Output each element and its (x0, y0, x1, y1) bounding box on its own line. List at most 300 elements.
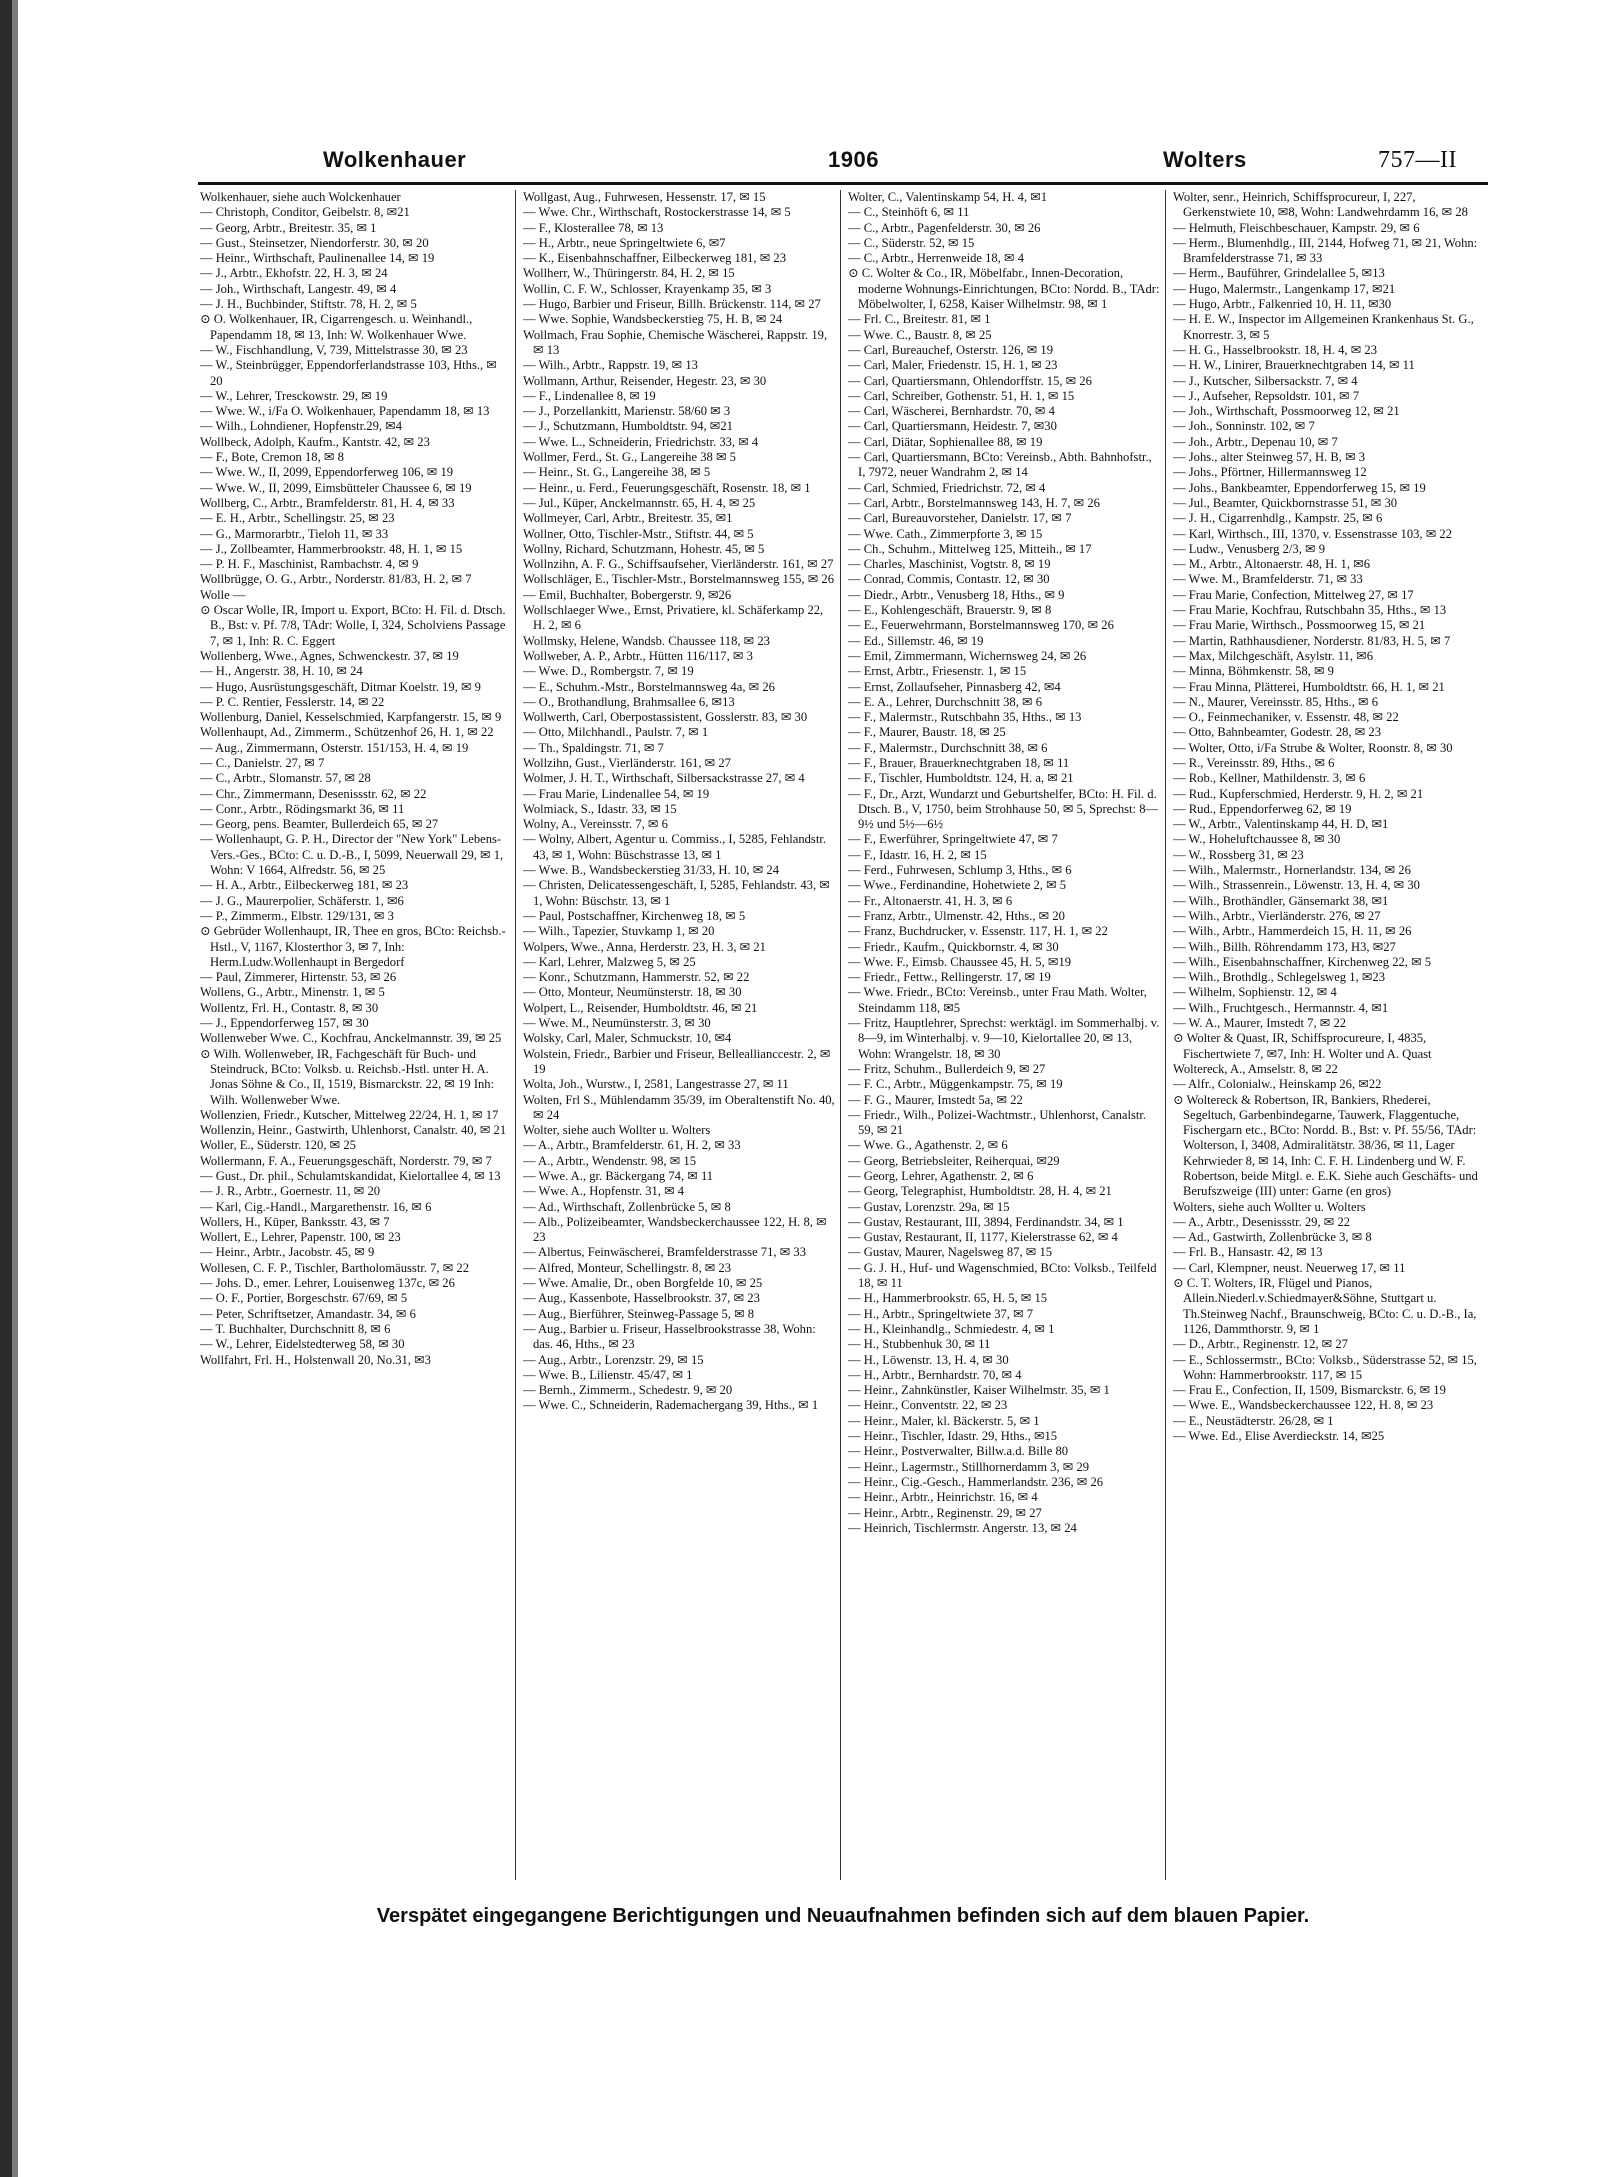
directory-entry: — F., Malermstr., Durchschnitt 38, ✉ 6 (848, 740, 1048, 755)
directory-entry: — E., Feuerwehrmann, Borstelmannsweg 170, ✉ 26 (848, 618, 1114, 633)
directory-entry: — Carl, Schmied, Friedrichstr. 72, ✉ 4 (848, 480, 1046, 495)
directory-entry: — F., Dr., Arzt, Wundarzt und Geburtshelfer, BCto: H. Fil. d. Dtsch. B., V, 1750, beim Strohhause 50, ✉ 5, Sprechst: 8—9½ und 5½—6½ (848, 786, 1159, 832)
directory-entry: Wollentz, Frl. H., Contastr. 8, ✉ 30 (200, 1000, 379, 1015)
directory-entry: — Wwe. M., Bramfelderstr. 71, ✉ 33 (1173, 572, 1363, 587)
directory-entry: — C., Danielstr. 27, ✉ 7 (200, 755, 325, 770)
directory-entry: — Aug., Zimmermann, Osterstr. 151/153, H. 4, ✉ 19 (200, 740, 469, 755)
directory-entry: — Wolter, Otto, i/Fa Strube & Wolter, Roonstr. 8, ✉ 30 (1173, 740, 1453, 755)
directory-entry: — Ernst, Zollaufseher, Pinnasberg 42, ✉4 (848, 679, 1061, 694)
directory-entry: — Wwe. Amalie, Dr., oben Borgfelde 10, ✉ 25 (523, 1276, 763, 1291)
directory-entry: — Gust., Steinsetzer, Niendorferstr. 30, ✉ 20 (200, 235, 429, 250)
directory-entry: — J. H., Cigarrenhdlg., Kampstr. 25, ✉ 6 (1173, 511, 1383, 526)
footer-note: Verspätet eingegangene Berichtigungen und Neuaufnahmen befinden sich auf dem blauen Papier. (376, 1905, 1310, 1927)
directory-entry: — Heinr., Postverwalter, Billw.a.d. Bille 80 (848, 1444, 1069, 1459)
directory-entry: Wollesen, C. F. P., Tischler, Bartholomäusstr. 7, ✉ 22 (200, 1260, 470, 1275)
directory-entry: — Fritz, Hauptlehrer, Sprechst: werktägl. im Sommerhalbj. v. 8—9, im Winterhalbj. v. 9—10, Kielortallee 20, ✉ 13, Wohn: Wrangelstr. 18, ✉ 30 (848, 1016, 1160, 1061)
directory-entry: — R., Vereinsstr. 89, Hths., ✉ 6 (1173, 755, 1335, 770)
directory-entry: — Wilh., Malermstr., Hornerlandstr. 134, ✉ 26 (1173, 863, 1411, 878)
directory-entry: — Wwe. B., Wandsbeckerstieg 31/33, H. 10, ✉ 24 (523, 863, 780, 878)
directory-entry: — J. H., Buchbinder, Stiftstr. 78, H. 2, ✉ 5 (200, 297, 417, 312)
directory-entry: — Helmuth, Fleischbeschauer, Kampstr. 29, ✉ 6 (1173, 220, 1420, 235)
directory-entry: — Heinr., Arbtr., Reginenstr. 29, ✉ 27 (848, 1505, 1042, 1520)
directory-entry: — M., Arbtr., Altonaerstr. 48, H. 1, ✉6 (1173, 557, 1371, 572)
directory-entry: — Christoph, Conditor, Geibelstr. 8, ✉21 (200, 205, 410, 220)
directory-entry: — F., Brauer, Brauerknechtgraben 18, ✉ 11 (848, 755, 1070, 770)
directory-entry: — Frl. C., Breitestr. 81, ✉ 1 (848, 312, 991, 327)
directory-entry: — J., Porzellankitt, Marienstr. 58/60 ✉ 3 (523, 404, 731, 419)
directory-entry: — Ed., Sillemstr. 46, ✉ 19 (848, 633, 984, 648)
directory-entry: — P. C. Rentier, Fesslerstr. 14, ✉ 22 (200, 694, 385, 709)
page-number: 757—II (1378, 147, 1457, 173)
directory-entry: — Heinr., Conventstr. 22, ✉ 23 (848, 1398, 1008, 1413)
directory-entry: — Alfr., Colonialw., Heinskamp 26, ✉22 (1173, 1077, 1382, 1092)
directory-entry: — Emil, Buchhalter, Bobergerstr. 9, ✉26 (523, 587, 732, 602)
directory-entry: — Otto, Bahnbeamter, Godestr. 28, ✉ 23 (1173, 725, 1382, 740)
directory-entry: — Wilh., Eisenbahnschaffner, Kirchenweg 22, ✉ 5 (1173, 954, 1432, 969)
directory-entry: — Herm., Blumenhdlg., III, 2144, Hofweg 71, ✉ 21, Wohn: Bramfelderstrasse 71, ✉ 33 (1173, 235, 1478, 266)
directory-entry: — H., Arbtr., Springeltwiete 37, ✉ 7 (848, 1306, 1034, 1321)
directory-entry: — Heinr., Arbtr., Heinrichstr. 16, ✉ 4 (848, 1490, 1038, 1505)
directory-entry: — Ernst, Arbtr., Friesenstr. 1, ✉ 15 (848, 664, 1027, 679)
directory-entry: — O., Feinmechaniker, v. Essenstr. 48, ✉ 22 (1173, 710, 1399, 725)
directory-entry: — C., Süderstr. 52, ✉ 15 (848, 235, 975, 250)
directory-entry: — Wilh., Arbtr., Rappstr. 19, ✉ 13 (523, 358, 698, 373)
directory-entry: — F. C., Arbtr., Müggenkampstr. 75, ✉ 19 (848, 1077, 1063, 1092)
directory-entry: Wolter, siehe auch Wollter u. Wolters (523, 1123, 711, 1138)
directory-entry: — Aug., Barbier u. Friseur, Hasselbrookstrasse 38, Wohn: das. 46, Hths., ✉ 23 (523, 1321, 816, 1352)
directory-entry: — Minna, Böhmkenstr. 58, ✉ 9 (1173, 664, 1334, 679)
directory-entry: — Friedr., Fettw., Rellingerstr. 17, ✉ 19 (848, 970, 1051, 985)
directory-entry: — Georg, Arbtr., Breitestr. 35, ✉ 1 (200, 220, 377, 235)
directory-entry: — Frau Marie, Kochfrau, Rutschbahn 35, Hths., ✉ 13 (1173, 603, 1447, 618)
directory-entry: — Diedr., Arbtr., Venusberg 18, Hths., ✉ 9 (848, 587, 1065, 602)
directory-entry: — Fr., Altonaerstr. 41, H. 3, ✉ 6 (848, 893, 1013, 908)
directory-entry: Wollenweber Wwe. C., Kochfrau, Anckelmannstr. 39, ✉ 25 (200, 1031, 502, 1046)
directory-entry: — A., Arbtr., Bramfelderstr. 61, H. 2, ✉ 33 (523, 1138, 741, 1153)
directory-entry: Wollweber, A. P., Arbtr., Hütten 116/117, ✉ 3 (523, 648, 753, 663)
directory-entry: — Carl, Arbtr., Borstelmannsweg 143, H. 7, ✉ 26 (848, 495, 1100, 510)
directory-entry: — F., Klosterallee 78, ✉ 13 (523, 220, 664, 235)
directory-entry: — Heinr., Tischler, Idastr. 29, Hths., ✉15 (848, 1429, 1058, 1444)
directory-entry: — Wwe. Chr., Wirthschaft, Rostockerstrasse 14, ✉ 5 (523, 205, 791, 220)
columns (198, 190, 1488, 1890)
directory-entry: Wollert, E., Lehrer, Papenstr. 100, ✉ 23 (200, 1230, 401, 1245)
directory-entry: — Th., Spaldingstr. 71, ✉ 7 (523, 740, 664, 755)
directory-entry: — Wilh., Arbtr., Vierländerstr. 276, ✉ 27 (1173, 908, 1381, 923)
directory-entry: — J., Eppendorferweg 157, ✉ 30 (200, 1016, 369, 1031)
directory-entry: — Frau Marie, Lindenallee 54, ✉ 19 (523, 786, 710, 801)
directory-entry: — Carl, Diätar, Sophienallee 88, ✉ 19 (848, 434, 1043, 449)
directory-entry: — Joh., Wirthschaft, Langestr. 49, ✉ 4 (200, 281, 397, 296)
directory-entry: ⊙ Woltereck & Robertson, IR, Bankiers, Rhederei, Segeltuch, Garbenbindegarne, Tauwerk, Flaggentuche, Fischergarn etc., BCto: Nordd. B., Bst: v. Pf. 55/56, TAdr: Wolterson, I, 3408, Admiralitätstr. 38/36, ✉ 11, Lager Kehrwieder 8, ✉ 14, Inh: C. F. H. Lindenberg und W. F. Robertson, beide Mitgl. e. E.K. Siehe auch Geschäfts- und Berufszweige (III) unter: Garne (en gros) (1173, 1092, 1478, 1199)
directory-entry: — H. E. W., Inspector im Allgemeinen Krankenhaus St. G., Knorrestr. 3, ✉ 5 (1173, 312, 1474, 342)
directory-entry: — Franz, Arbtr., Ulmenstr. 42, Hths., ✉ 20 (848, 908, 1065, 923)
directory-entry: — H., Angerstr. 38, H. 10, ✉ 24 (200, 664, 363, 679)
directory-entry: — T. Buchhalter, Durchschnitt 8, ✉ 6 (200, 1321, 391, 1336)
directory-entry: Wollschläger, E., Tischler-Mstr., Borstelmannsweg 155, ✉ 26 (523, 572, 835, 587)
directory-entry: — F. G., Maurer, Imstedt 5a, ✉ 22 (848, 1092, 1023, 1107)
column-divider (840, 190, 841, 1880)
directory-entry: Wolter, senr., Heinrich, Schiffsprocureur, I, 227, Gerkenstwiete 10, ✉8, Wohn: Landwehrdamm 16, ✉ 28 (1173, 190, 1468, 220)
directory-entry: — Albertus, Feinwäscherei, Bramfelderstrasse 71, ✉ 33 (523, 1245, 806, 1260)
directory-entry: — Frau Marie, Wirthsch., Possmoorweg 15, ✉ 21 (1173, 618, 1426, 633)
directory-entry: Wollmach, Frau Sophie, Chemische Wäscherei, Rappstr. 19, ✉ 13 (523, 327, 828, 357)
directory-entry: — Wilhelm, Sophienstr. 12, ✉ 4 (1173, 985, 1337, 1000)
directory-entry: — Hugo, Barbier und Friseur, Billh. Brückenstr. 114, ✉ 27 (523, 297, 821, 312)
directory-entry: — H. A., Arbtr., Eilbeckerweg 181, ✉ 23 (200, 878, 409, 893)
directory-entry: — N., Maurer, Vereinsstr. 85, Hths., ✉ 6 (1173, 694, 1378, 709)
directory-entry: Wolters, siehe auch Wollter u. Wolters (1173, 1199, 1366, 1214)
directory-entry: — J. G., Maurerpolier, Schäferstr. 1, ✉6 (200, 893, 404, 908)
directory-entry: — Wilh., Tapezier, Stuvkamp 1, ✉ 20 (523, 924, 715, 939)
directory-entry: — Georg, Telegraphist, Humboldtstr. 28, H. 4, ✉ 21 (848, 1184, 1112, 1199)
scan-edge-dark (0, 0, 12, 2177)
directory-entry: — Wwe. Sophie, Wandsbeckerstieg 75, H. B, ✉ 24 (523, 312, 783, 327)
directory-entry: — A., Arbtr., Desenissstr. 29, ✉ 22 (1173, 1214, 1351, 1229)
directory-entry: — Conrad, Commis, Contastr. 12, ✉ 30 (848, 572, 1050, 587)
directory-entry: — Alfred, Monteur, Schellingstr. 8, ✉ 23 (523, 1260, 732, 1275)
header-year: 1906 (828, 147, 879, 172)
directory-entry: — C., Arbtr., Herrenweide 18, ✉ 4 (848, 251, 1024, 266)
directory-entry: — J., Kutscher, Silbersackstr. 7, ✉ 4 (1173, 373, 1358, 388)
directory-entry: Wollenberg, Wwe., Agnes, Schwenckestr. 37, ✉ 19 (200, 648, 459, 663)
directory-entry: — Gustav, Restaurant, II, 1177, Kielerstrasse 62, ✉ 4 (848, 1230, 1118, 1245)
directory-entry: — Carl, Maler, Friedenstr. 15, H. 1, ✉ 23 (848, 358, 1058, 373)
directory-entry: — Wilh., Brothdlg., Schlegelsweg 1, ✉23 (1173, 970, 1385, 985)
directory-entry: — Karl, Cig.-Handl., Margarethenstr. 16, ✉ 6 (200, 1199, 432, 1214)
directory-entry: — Hugo, Arbtr., Falkenried 10, H. 11, ✉30 (1173, 297, 1392, 312)
directory-entry: Wollgast, Aug., Fuhrwesen, Hessenstr. 17, ✉ 15 (523, 190, 766, 204)
directory-entry: — H., Arbtr., Bernhardstr. 70, ✉ 4 (848, 1367, 1022, 1382)
directory-entry: — Joh., Wirthschaft, Possmoorweg 12, ✉ 21 (1173, 404, 1400, 419)
directory-entry: Wollwerth, Carl, Oberpostassistent, Gosslerstr. 83, ✉ 30 (523, 710, 808, 725)
directory-entry: — Bernh., Zimmerm., Schedestr. 9, ✉ 20 (523, 1383, 733, 1398)
directory-entry: — D., Arbtr., Reginenstr. 12, ✉ 27 (1173, 1337, 1348, 1352)
directory-entry: — A., Arbtr., Wendenstr. 98, ✉ 15 (523, 1153, 697, 1168)
directory-entry: — Franz, Buchdrucker, v. Essenstr. 117, H. 1, ✉ 22 (848, 924, 1108, 939)
directory-entry: ⊙ O. Wolkenhauer, IR, Cigarrengesch. u. Weinhandl., Papendamm 18, ✉ 13, Inh: W. Wolkenhauer Wwe. (200, 312, 473, 342)
directory-entry: — Wilh., Fruchtgesch., Hermannstr. 4, ✉1 (1173, 1000, 1389, 1015)
directory-entry: — Otto, Milchhandl., Paulstr. 7, ✉ 1 (523, 725, 709, 740)
directory-entry: Wollfahrt, Frl. H., Holstenwall 20, No.31, ✉3 (200, 1352, 431, 1367)
directory-entry: — Johs., alter Steinweg 57, H. B, ✉ 3 (1173, 450, 1366, 465)
directory-entry: Wollenzien, Friedr., Kutscher, Mittelweg 22/24, H. 1, ✉ 17 (200, 1107, 499, 1122)
directory-entry: — Heinr., Maler, kl. Bäckerstr. 5, ✉ 1 (848, 1413, 1040, 1428)
directory-entry: Wolmer, J. H. T., Wirthschaft, Silbersackstrasse 27, ✉ 4 (523, 771, 805, 786)
directory-entry: — Gustav, Maurer, Nagelsweg 87, ✉ 15 (848, 1245, 1053, 1260)
column-4 (1173, 190, 1485, 1890)
directory-entry: — Heinr., Arbtr., Jacobstr. 45, ✉ 9 (200, 1245, 375, 1260)
directory-entry: — F., Maurer, Baustr. 18, ✉ 25 (848, 725, 1006, 740)
directory-entry: — Gustav, Lorenzstr. 29a, ✉ 15 (848, 1199, 1010, 1214)
directory-entry: — Wwe. W., II, 2099, Eimsbütteler Chaussee 6, ✉ 19 (200, 480, 472, 495)
directory-page (198, 120, 1488, 1990)
directory-entry: — Georg, Lehrer, Agathenstr. 2, ✉ 6 (848, 1169, 1034, 1183)
directory-entry: — Wwe. Cath., Zimmerpforte 3, ✉ 15 (848, 526, 1043, 541)
directory-entry: Wollberg, C., Arbtr., Bramfelderstr. 81, H. 4, ✉ 33 (200, 495, 455, 510)
directory-entry: — Wwe. A., Hopfenstr. 31, ✉ 4 (523, 1184, 685, 1199)
directory-entry: — C., Arbtr., Slomanstr. 57, ✉ 28 (200, 771, 371, 786)
directory-entry: — Gust., Dr. phil., Schulamtskandidat, Kielortallee 4, ✉ 13 (200, 1169, 501, 1183)
directory-entry: — Heinr., Zahnkünstler, Kaiser Wilhelmstr. 35, ✉ 1 (848, 1383, 1110, 1398)
header-rule (198, 182, 1488, 185)
directory-entry: Wolny, A., Vereinsstr. 7, ✉ 6 (523, 817, 668, 832)
directory-entry: — Peter, Schriftsetzer, Amandastr. 34, ✉ 6 (200, 1306, 416, 1321)
directory-entry: — Wwe. Ed., Elise Averdieckstr. 14, ✉25 (1173, 1429, 1385, 1444)
directory-entry: Wollny, Richard, Schutzmann, Hohestr. 45, ✉ 5 (523, 541, 765, 556)
directory-entry: — J., Arbtr., Ekhofstr. 22, H. 3, ✉ 24 (200, 266, 388, 281)
directory-entry: — Wwe. L., Schneiderin, Friedrichstr. 33, ✉ 4 (523, 434, 759, 449)
directory-entry: Wolkenhauer, siehe auch Wolckenhauer (200, 190, 401, 204)
directory-entry: — Georg, Betriebsleiter, Reiherquai, ✉29 (848, 1153, 1060, 1168)
directory-entry: Wolten, Frl S., Mühlendamm 35/39, im Oberaltenstift No. 40, ✉ 24 (523, 1092, 835, 1122)
directory-entry: — Carl, Quartiersmann, BCto: Vereinsb., Abth. Bahnhofstr., I, 7972, neuer Wandrahm 2, ✉ 14 (848, 450, 1152, 480)
directory-entry: Wollmann, Arthur, Reisender, Hegestr. 23, ✉ 30 (523, 373, 767, 388)
directory-entry: — W., Steinbrügger, Eppendorferlandstrasse 103, Hths., ✉ 20 (200, 358, 497, 388)
directory-entry: Wollmsky, Helene, Wandsb. Chaussee 118, ✉ 23 (523, 633, 770, 648)
directory-entry: Wollherr, W., Thüringerstr. 84, H. 2, ✉ 15 (523, 266, 735, 281)
directory-entry: — Wilh., Lohndiener, Hopfenstr.29, ✉4 (200, 419, 403, 434)
column-1 (200, 190, 512, 1890)
directory-entry: Wolter, C., Valentinskamp 54, H. 4, ✉1 (848, 190, 1048, 204)
directory-entry: — Carl, Bureauvorsteher, Danielstr. 17, ✉ 7 (848, 511, 1072, 526)
directory-entry: — Emil, Zimmermann, Wichernsweg 24, ✉ 26 (848, 648, 1087, 663)
directory-entry: — E., Schuhm.-Mstr., Borstelmannsweg 4a, ✉ 26 (523, 679, 775, 694)
directory-entry: — Friedr., Kaufm., Quickbornstr. 4, ✉ 30 (848, 939, 1059, 954)
directory-entry: — J., Schutzmann, Humboldtstr. 94, ✉21 (523, 419, 733, 434)
directory-entry: — Martin, Rathhausdiener, Norderstr. 81/83, H. 5, ✉ 7 (1173, 633, 1451, 648)
directory-entry: — Carl, Wäscherei, Bernhardstr. 70, ✉ 4 (848, 404, 1055, 419)
directory-entry: — P. H. F., Maschinist, Rambachstr. 4, ✉ 9 (200, 557, 419, 572)
directory-entry: — Joh., Sonninstr. 102, ✉ 7 (1173, 419, 1315, 434)
directory-entry: — Conr., Arbtr., Rödingsmarkt 36, ✉ 11 (200, 801, 405, 816)
directory-entry: — Jul., Beamter, Quickbornstrasse 51, ✉ 30 (1173, 495, 1398, 510)
directory-entry: ⊙ Wilh. Wollenweber, IR, Fachgeschäft für Buch- und Steindruck, BCto: Volksb. u. Reichsb.-Hstl. unter H. A. Jonas Söhne & Co., II, 1519, Bismarckstr. 22, ✉ 19 Inh: Wilh. Wollenweber Wwe. (200, 1046, 495, 1107)
directory-entry: — Paul, Zimmerer, Hirtenstr. 53, ✉ 26 (200, 970, 397, 985)
directory-entry: — E., Schlossermstr., BCto: Volksb., Süderstrasse 52, ✉ 15, Wohn: Hammerbrookstr. 117, ✉ 15 (1173, 1352, 1477, 1382)
directory-entry: — Konr., Schutzmann, Hammerstr. 52, ✉ 22 (523, 970, 750, 985)
directory-entry: — Chr., Zimmermann, Desenissstr. 62, ✉ 22 (200, 786, 427, 801)
directory-entry: Woller, E., Süderstr. 120, ✉ 25 (200, 1138, 356, 1153)
directory-entry: — Frl. B., Hansastr. 42, ✉ 13 (1173, 1245, 1323, 1260)
directory-entry: Wollbrügge, O. G., Arbtr., Norderstr. 81/83, H. 2, ✉ 7 (200, 572, 472, 587)
directory-entry: — O., Brothandlung, Brahmsallee 6, ✉13 (523, 694, 735, 709)
column-divider (1165, 190, 1166, 1880)
directory-entry: — H. W., Linirer, Brauerknechtgraben 14, ✉ 11 (1173, 358, 1415, 373)
directory-entry: — Wwe., Ferdinandine, Hohetwiete 2, ✉ 5 (848, 878, 1067, 893)
directory-entry: — Jul., Küper, Anckelmannstr. 65, H. 4, ✉ 25 (523, 495, 756, 510)
directory-entry: — Wilh., Strassenrein., Löwenstr. 13, H. 4, ✉ 30 (1173, 878, 1420, 893)
directory-entry: — Heinr., Cig.-Gesch., Hammerlandstr. 236, ✉ 26 (848, 1474, 1104, 1489)
directory-entry: — E. A., Lehrer, Durchschnitt 38, ✉ 6 (848, 694, 1043, 709)
directory-entry: — F., Malermstr., Rutschbahn 35, Hths., ✉ 13 (848, 710, 1082, 725)
directory-entry: — Carl, Schreiber, Gothenstr. 51, H. 1, ✉ 15 (848, 388, 1075, 403)
directory-entry: — Ad., Gastwirth, Zollenbrücke 3, ✉ 8 (1173, 1230, 1372, 1245)
directory-entry: — F., Idastr. 16, H. 2, ✉ 15 (848, 847, 987, 862)
directory-entry: — W., Lehrer, Tresckowstr. 29, ✉ 19 (200, 388, 388, 403)
directory-entry: Wollenhaupt, Ad., Zimmerm., Schützenhof 26, H. 1, ✉ 22 (200, 725, 494, 740)
directory-entry: Wolsky, Carl, Maler, Schmuckstr. 10, ✉4 (523, 1031, 732, 1046)
directory-entry: Wolta, Joh., Wurstw., I, 2581, Langestrasse 27, ✉ 11 (523, 1077, 789, 1092)
directory-entry: — F., Ewerführer, Springeltwiete 47, ✉ 7 (848, 832, 1058, 847)
directory-entry: — Karl, Wirthsch., III, 1370, v. Essenstrasse 103, ✉ 22 (1173, 526, 1453, 541)
directory-entry: ⊙ C. T. Wolters, IR, Flügel und Pianos, Allein.Niederl.v.Schiedmayer&Söhne, Stuttgart u. Th.Steinweg Nachf., Braunschweig, BCto: C. u. D.-B., Ia, 1126, Dammthorstr. 9, ✉ 1 (1173, 1276, 1477, 1336)
column-2 (523, 190, 835, 1890)
directory-entry: Wollens, G., Arbtr., Minenstr. 1, ✉ 5 (200, 985, 385, 1000)
directory-entry: — H., Arbtr., neue Springeltwiete 6, ✉7 (523, 235, 726, 250)
directory-entry: Wollnzihn, A. F. G., Schiffsaufseher, Vierländerstr. 161, ✉ 27 (523, 557, 834, 572)
directory-entry: — H., Löwenstr. 13, H. 4, ✉ 30 (848, 1352, 1009, 1367)
directory-entry: — Heinr., Lagermstr., Stillhornerdamm 3, ✉ 29 (848, 1459, 1090, 1474)
directory-entry: — Karl, Lehrer, Malzweg 5, ✉ 25 (523, 954, 696, 969)
directory-entry: — Rob., Kellner, Mathildenstr. 3, ✉ 6 (1173, 771, 1366, 786)
directory-entry: — H., Stubbenhuk 30, ✉ 11 (848, 1337, 991, 1352)
directory-entry: Wollmer, Ferd., St. G., Langereihe 38 ✉ 5 (523, 450, 736, 465)
directory-entry: — Herm., Bauführer, Grindelallee 5, ✉13 (1173, 266, 1385, 281)
directory-entry: Wollzihn, Gust., Vierländerstr. 161, ✉ 27 (523, 755, 731, 770)
directory-entry: Wollin, C. F. W., Schlosser, Krayenkamp 35, ✉ 3 (523, 281, 772, 296)
directory-entry: ⊙ C. Wolter & Co., IR, Möbelfabr., Innen-Decoration, moderne Wohnungs-Einrichtungen, BCto: Nordd. B., TAdr: Möbelwolter, I, 6258, Kaiser Wilhelmstr. 98, ✉ 1 (848, 266, 1160, 312)
directory-entry: — Paul, Postschaffner, Kirchenweg 18, ✉ 5 (523, 908, 746, 923)
directory-entry: — Wwe. E., Wandsbeckerchaussee 122, H. 8, ✉ 23 (1173, 1398, 1434, 1413)
directory-entry: — E. H., Arbtr., Schellingstr. 25, ✉ 23 (200, 511, 395, 526)
directory-entry: — Wilh., Arbtr., Hammerdeich 15, H. 11, ✉ 26 (1173, 924, 1412, 939)
directory-entry: ⊙ Gebrüder Wollenhaupt, IR, Thee en gros, BCto: Reichsb.-Hstl., V, 1167, Klosterthor 3, ✉ 7, Inh: Herm.Ludw.Wollenhaupt in Bergedorf (200, 924, 506, 969)
directory-entry: ⊙ Wolter & Quast, IR, Schiffsprocureure, I, 4835, Fischertwiete 7, ✉7, Inh: H. Wolter und A. Quast (1173, 1031, 1432, 1061)
directory-entry: — Wwe. W., II, 2099, Eppendorferweg 106, ✉ 19 (200, 465, 454, 480)
directory-entry: — Heinr., St. G., Langereihe 38, ✉ 5 (523, 465, 711, 480)
scan-edge-light (12, 0, 18, 2177)
directory-entry: — Wwe. A., gr. Bäckergang 74, ✉ 11 (523, 1169, 714, 1183)
directory-entry: — Wwe. C., Schneiderin, Rademachergang 39, Hths., ✉ 1 (523, 1398, 819, 1413)
column-3 (848, 190, 1160, 1890)
directory-entry: — Carl, Bureauchef, Osterstr. 126, ✉ 19 (848, 342, 1054, 357)
directory-entry: Wolstein, Friedr., Barbier und Friseur, Belleallianccestr. 2, ✉ 19 (523, 1046, 831, 1076)
directory-entry: Wollner, Otto, Tischler-Mstr., Stiftstr. 44, ✉ 5 (523, 526, 754, 541)
directory-entry: — Wolny, Albert, Agentur u. Commiss., I, 5285, Fehlandstr. 43, ✉ 1, Wohn: Büschstrasse 13, ✉ 1 (523, 832, 826, 862)
directory-entry: — Frau Marie, Confection, Mittelweg 27, ✉ 17 (1173, 587, 1414, 602)
directory-entry: — Ad., Wirthschaft, Zollenbrücke 5, ✉ 8 (523, 1199, 731, 1214)
directory-entry: — G. J. H., Huf- und Wagenschmied, BCto: Volksb., Teilfeld 18, ✉ 11 (848, 1260, 1157, 1291)
directory-entry: — O. F., Portier, Borgeschstr. 67/69, ✉ 5 (200, 1291, 408, 1306)
directory-entry: — Carl, Quartiersmann, Heidestr. 7, ✉30 (848, 419, 1057, 434)
directory-entry: — H. G., Hasselbrookstr. 18, H. 4, ✉ 23 (1173, 342, 1377, 357)
directory-entry: — Frau Minna, Plätterei, Humboldtstr. 66, H. 1, ✉ 21 (1173, 679, 1445, 694)
directory-entry: — Frau E., Confection, II, 1509, Bismarckstr. 6, ✉ 19 (1173, 1383, 1446, 1398)
directory-entry: — Aug., Bierführer, Steinweg-Passage 5, ✉ 8 (523, 1306, 755, 1321)
directory-entry: — Wwe. F., Eimsb. Chaussee 45, H. 5, ✉19 (848, 954, 1072, 969)
directory-entry: — C., Arbtr., Pagenfelderstr. 30, ✉ 26 (848, 220, 1041, 235)
directory-entry: — F., Tischler, Humboldtstr. 124, H. a, ✉ 21 (848, 771, 1074, 786)
directory-entry: — Ch., Schuhm., Mittelweg 125, Mitteih., ✉ 17 (848, 541, 1092, 556)
directory-entry: — Joh., Arbtr., Depenau 10, ✉ 7 (1173, 434, 1338, 449)
directory-entry: — Ferd., Fuhrwesen, Schlump 3, Hths., ✉ 6 (848, 863, 1072, 878)
directory-entry: — Wollenhaupt, G. P. H., Director der "New York" Lebens-Vers.-Ges., BCto: C. u. D.-B., I, 5099, Neuerwall 29, ✉ 1, Wohn: V 1664, Alfredstr. 56, ✉ 25 (200, 832, 504, 878)
directory-entry: — C., Steinhöft 6, ✉ 11 (848, 205, 970, 220)
directory-entry: — Wwe. D., Rombergstr. 7, ✉ 19 (523, 664, 694, 679)
directory-entry: — Wwe. W., i/Fa O. Wolkenhauer, Papendamm 18, ✉ 13 (200, 404, 490, 419)
directory-entry: — Wwe. B., Lilienstr. 45/47, ✉ 1 (523, 1367, 693, 1382)
directory-entry: — F., Lindenallee 8, ✉ 19 (523, 388, 656, 403)
directory-entry: — W. A., Maurer, Imstedt 7, ✉ 22 (1173, 1016, 1347, 1031)
directory-entry: — Ludw., Venusberg 2/3, ✉ 9 (1173, 541, 1325, 556)
directory-entry: — Aug., Kassenbote, Hasselbrookstr. 37, ✉ 23 (523, 1291, 760, 1306)
directory-entry: — Wwe. Friedr., BCto: Vereinsb., unter Frau Math. Wolter, Steindamm 118, ✉5 (848, 985, 1147, 1015)
directory-entry: — J., Zollbeamter, Hammerbrookstr. 48, H. 1, ✉ 15 (200, 541, 463, 556)
directory-entry: — Wwe. G., Agathenstr. 2, ✉ 6 (848, 1138, 1008, 1153)
directory-entry: — Georg, pens. Beamter, Bullerdeich 65, ✉ 27 (200, 817, 439, 832)
directory-entry: — Rud., Kupferschmied, Herderstr. 9, H. 2, ✉ 21 (1173, 786, 1424, 801)
directory-entry: — Wwe. C., Baustr. 8, ✉ 25 (848, 327, 992, 342)
directory-entry: — W., Lehrer, Eidelstedterweg 58, ✉ 30 (200, 1337, 405, 1352)
directory-entry: — Wilh., Brothändler, Gänsemarkt 38, ✉1 (1173, 893, 1389, 908)
directory-entry: — Rud., Eppendorferweg 62, ✉ 19 (1173, 801, 1352, 816)
column-divider (515, 190, 516, 1880)
directory-entry: — J., Aufseher, Repsoldstr. 101, ✉ 7 (1173, 388, 1360, 403)
directory-entry: — Fritz, Schuhm., Bullerdeich 9, ✉ 27 (848, 1061, 1046, 1076)
directory-entry: — E., Kohlengeschäft, Brauerstr. 9, ✉ 8 (848, 603, 1052, 618)
directory-entry: — F., Bote, Cremon 18, ✉ 8 (200, 450, 344, 465)
directory-entry: — Johs., Pförtner, Hillermannsweg 12 (1173, 465, 1367, 480)
directory-entry: — Heinr., Wirthschaft, Paulinenallee 14, ✉ 19 (200, 251, 435, 266)
directory-entry: Wolpers, Wwe., Anna, Herderstr. 23, H. 3, ✉ 21 (523, 939, 766, 954)
directory-entry: — Hugo, Ausrüstungsgeschäft, Ditmar Koelstr. 19, ✉ 9 (200, 679, 481, 694)
directory-entry: Wolmiack, S., Idastr. 33, ✉ 15 (523, 801, 677, 816)
directory-entry: — H., Kleinhandlg., Schmiedestr. 4, ✉ 1 (848, 1321, 1055, 1336)
directory-entry: Wolle — (200, 587, 246, 602)
directory-entry: — J. R., Arbtr., Goernestr. 11, ✉ 20 (200, 1184, 381, 1199)
directory-entry: — Max, Milchgeschäft, Asylstr. 11, ✉6 (1173, 648, 1374, 663)
directory-entry: — W., Arbtr., Valentinskamp 44, H. D, ✉1 (1173, 817, 1389, 832)
directory-entry: — Wwe. M., Neumünsterstr. 3, ✉ 30 (523, 1016, 711, 1031)
directory-entry: — H., Hammerbrookstr. 65, H. 5, ✉ 15 (848, 1291, 1048, 1306)
directory-entry: — W., Hoheluftchaussee 8, ✉ 30 (1173, 832, 1341, 847)
directory-entry: — K., Eisenbahnschaffner, Eilbeckerweg 181, ✉ 23 (523, 251, 787, 266)
directory-entry: — Charles, Maschinist, Vogtstr. 8, ✉ 19 (848, 557, 1051, 572)
directory-entry: — Carl, Quartiersmann, Ohlendorffstr. 15, ✉ 26 (848, 373, 1092, 388)
directory-entry: — Heinrich, Tischlermstr. Angerstr. 13, ✉ 24 (848, 1520, 1077, 1535)
directory-entry: Wollbeck, Adolph, Kaufm., Kantstr. 42, ✉ 23 (200, 434, 430, 449)
directory-entry: Wollschlaeger Wwe., Ernst, Privatiere, kl. Schäferkamp 22, H. 2, ✉ 6 (523, 603, 824, 633)
header-left-keyword: Wolkenhauer (323, 147, 467, 172)
directory-entry: — G., Marmorarbtr., Tieloh 11, ✉ 33 (200, 526, 389, 541)
directory-entry: — Wilh., Billh. Röhrendamm 173, H3, ✉27 (1173, 939, 1396, 954)
directory-entry: — P., Zimmerm., Elbstr. 129/131, ✉ 3 (200, 908, 394, 923)
header-right-keyword: Wolters (1163, 147, 1247, 172)
directory-entry: Wollers, H., Küper, Banksstr. 43, ✉ 7 (200, 1214, 390, 1229)
directory-entry: Wolpert, L., Reisender, Humboldtstr. 46, ✉ 21 (523, 1000, 758, 1015)
directory-entry: Wollermann, F. A., Feuerungsgeschäft, Norderstr. 79, ✉ 7 (200, 1153, 492, 1168)
directory-entry: — W., Rossberg 31, ✉ 23 (1173, 847, 1304, 862)
directory-entry: Wollenburg, Daniel, Kesselschmied, Karpfangerstr. 15, ✉ 9 (200, 710, 502, 725)
directory-entry: — Friedr., Wilh., Polizei-Wachtmstr., Uhlenhorst, Canalstr. 59, ✉ 21 (848, 1107, 1147, 1138)
directory-entry: — Heinr., u. Ferd., Feuerungsgeschäft, Rosenstr. 18, ✉ 1 (523, 480, 811, 495)
page-header (198, 145, 1488, 179)
directory-entry: — Johs., Bankbeamter, Eppendorferweg 15, ✉ 19 (1173, 480, 1426, 495)
directory-entry: Wollmeyer, Carl, Arbtr., Breitestr. 35, ✉1 (523, 511, 733, 526)
directory-entry: Woltereck, A., Amselstr. 8, ✉ 22 (1173, 1061, 1338, 1076)
directory-entry: — Christen, Delicatessengeschäft, I, 5285, Fehlandstr. 43, ✉ 1, Wohn: Büschstr. 13, ✉ 1 (523, 878, 830, 908)
directory-entry: — Alb., Polizeibeamter, Wandsbeckerchaussee 122, H. 8, ✉ 23 (523, 1214, 827, 1245)
directory-entry: Wollenzin, Heinr., Gastwirth, Uhlenhorst, Canalstr. 40, ✉ 21 (200, 1123, 507, 1138)
directory-entry: — W., Fischhandlung, V, 739, Mittelstrasse 30, ✉ 23 (200, 342, 468, 357)
directory-entry: ⊙ Oscar Wolle, IR, Import u. Export, BCto: H. Fil. d. Dtsch. B., Bst: v. Pf. 7/8, TAdr: Wolle, I, 324, Scholviens Passage 7, ✉ 1, Inh: R. C. Eggert (200, 603, 506, 648)
directory-entry: — Aug., Arbtr., Lorenzstr. 29, ✉ 15 (523, 1352, 704, 1367)
directory-entry: — E., Neustädterstr. 26/28, ✉ 1 (1173, 1413, 1334, 1428)
directory-entry: — Gustav, Restaurant, III, 3894, Ferdinandstr. 34, ✉ 1 (848, 1214, 1124, 1229)
directory-entry: — Otto, Monteur, Neumünsterstr. 18, ✉ 30 (523, 985, 742, 1000)
directory-entry: — Carl, Klempner, neust. Neuerweg 17, ✉ 11 (1173, 1260, 1406, 1275)
